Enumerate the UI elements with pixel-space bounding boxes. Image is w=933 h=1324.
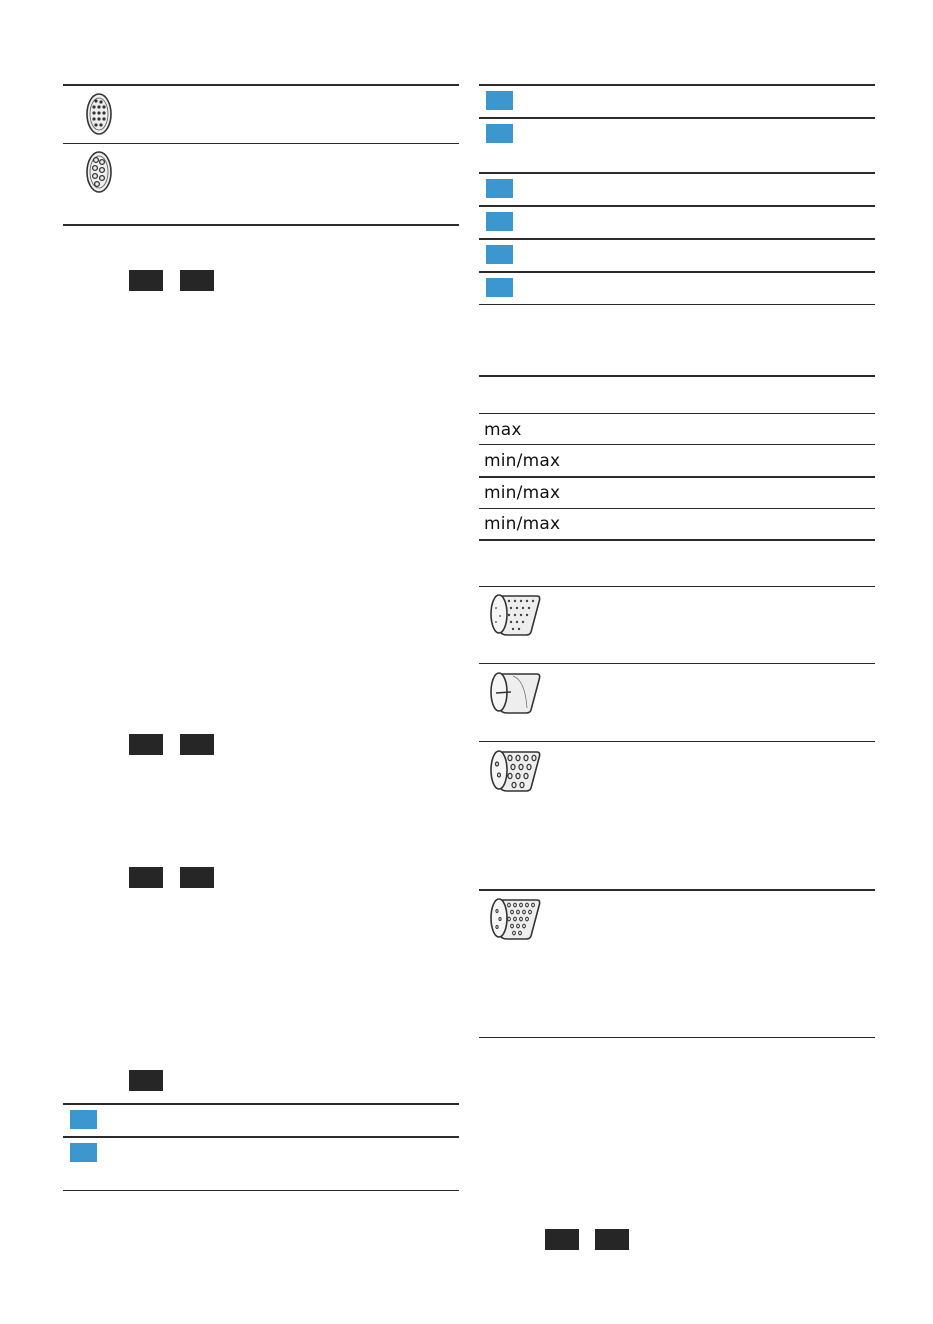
table-top-rule bbox=[63, 1103, 459, 1105]
table-top-rule bbox=[479, 84, 875, 86]
perforated-disc-coarse-icon bbox=[84, 150, 114, 194]
speed-setting: min/max bbox=[484, 483, 561, 503]
table-row-divider bbox=[479, 271, 875, 273]
speed-setting: min/max bbox=[484, 451, 561, 471]
table-top-rule bbox=[479, 586, 875, 587]
table-row-divider bbox=[479, 238, 875, 240]
table-row-divider bbox=[479, 444, 875, 445]
step-tag bbox=[545, 1229, 579, 1250]
table-bottom-rule bbox=[479, 1037, 875, 1038]
warning-tag bbox=[486, 278, 513, 297]
shredding-drum-coarse-icon bbox=[487, 748, 543, 794]
step-tag bbox=[129, 734, 163, 755]
warning-tag bbox=[486, 212, 513, 231]
warning-tag bbox=[486, 245, 513, 264]
table-top-rule bbox=[63, 84, 459, 86]
step-tag bbox=[180, 734, 214, 755]
table-bottom-rule bbox=[479, 304, 875, 305]
speed-setting: min/max bbox=[484, 514, 561, 534]
warning-tag bbox=[486, 124, 513, 143]
step-tag bbox=[595, 1229, 629, 1250]
table-row-divider bbox=[479, 741, 875, 742]
table-header-rule bbox=[479, 413, 875, 414]
shredding-drum-fine-icon bbox=[487, 896, 543, 942]
table-bottom-rule bbox=[479, 539, 875, 541]
grating-drum-fine-icon bbox=[487, 592, 543, 638]
perforated-disc-fine-icon bbox=[84, 92, 114, 136]
table-bottom-rule bbox=[63, 224, 459, 226]
step-tag bbox=[129, 270, 163, 291]
slicing-drum-icon bbox=[487, 670, 543, 716]
table-top-rule bbox=[479, 375, 875, 377]
table-row-divider bbox=[479, 889, 875, 891]
table-row-divider bbox=[479, 172, 875, 174]
step-tag bbox=[129, 1070, 163, 1091]
table-row-divider bbox=[479, 205, 875, 207]
table-row-divider bbox=[479, 117, 875, 119]
table-row-divider bbox=[479, 508, 875, 509]
speed-setting: max bbox=[484, 420, 522, 440]
table-bottom-rule bbox=[63, 1190, 459, 1191]
table-row-divider bbox=[63, 1136, 459, 1138]
warning-tag bbox=[70, 1143, 97, 1162]
warning-tag bbox=[486, 179, 513, 198]
warning-tag bbox=[486, 91, 513, 110]
table-row-divider bbox=[63, 143, 459, 144]
warning-tag bbox=[70, 1110, 97, 1129]
step-tag bbox=[180, 270, 214, 291]
step-tag bbox=[180, 867, 214, 888]
table-row-divider bbox=[479, 663, 875, 664]
step-tag bbox=[129, 867, 163, 888]
table-row-divider bbox=[479, 476, 875, 478]
